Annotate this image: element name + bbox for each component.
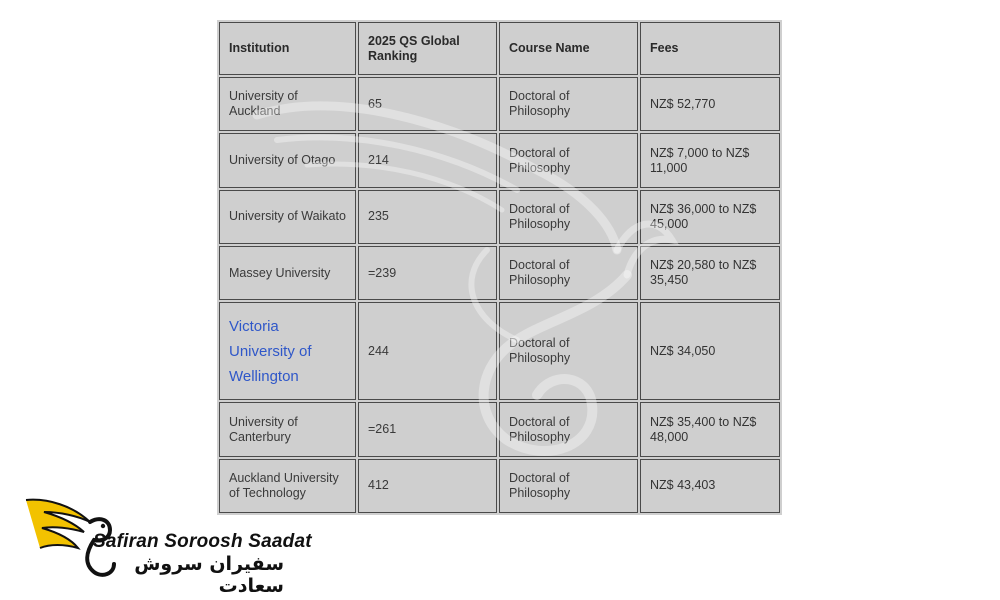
table-row — [219, 402, 780, 456]
table-row — [219, 133, 780, 187]
table-row — [219, 246, 780, 300]
cell-fees: NZ$ 35,400 to NZ$ 48,000 — [640, 402, 780, 456]
header-institution: Institution — [219, 22, 356, 75]
table-row — [219, 302, 780, 400]
cell-institution: University of Waikato — [219, 190, 356, 244]
cell-institution: University of Auckland — [219, 77, 356, 131]
cell-course: Doctoral of Philosophy — [499, 402, 638, 456]
cell-ranking: =239 — [358, 246, 497, 300]
cell-institution: Auckland University of Technology — [219, 459, 356, 513]
cell-course: Doctoral of Philosophy — [499, 133, 638, 187]
logo-name-persian: سفیران سروش سعادت — [134, 553, 284, 597]
header-ranking: 2025 QS Global Ranking — [358, 22, 497, 75]
institution-link[interactable]: Victoria University of Wellington — [229, 317, 312, 385]
cell-fees: NZ$ 43,403 — [640, 459, 780, 513]
cell-fees: NZ$ 7,000 to NZ$ 11,000 — [640, 133, 780, 187]
cell-ranking: 412 — [358, 459, 497, 513]
fees-table — [217, 20, 782, 515]
cell-institution — [219, 302, 356, 400]
cell-course: Doctoral of Philosophy — [499, 302, 638, 400]
cell-fees: NZ$ 20,580 to NZ$ 35,450 — [640, 246, 780, 300]
cell-ranking: =261 — [358, 402, 497, 456]
cell-course: Doctoral of Philosophy — [499, 459, 638, 513]
cell-fees: NZ$ 36,000 to NZ$ 45,000 — [640, 190, 780, 244]
cell-fees: NZ$ 34,050 — [640, 302, 780, 400]
cell-ranking: 244 — [358, 302, 497, 400]
cell-course: Doctoral of Philosophy — [499, 190, 638, 244]
table-header-row — [219, 22, 780, 75]
table-row — [219, 77, 780, 131]
cell-institution: University of Canterbury — [219, 402, 356, 456]
cell-fees: NZ$ 52,770 — [640, 77, 780, 131]
header-fees: Fees — [640, 22, 780, 75]
cell-course: Doctoral of Philosophy — [499, 246, 638, 300]
logo-name-english: Safiran Soroosh Saadat — [93, 531, 312, 552]
cell-course: Doctoral of Philosophy — [499, 77, 638, 131]
fees-table-container — [217, 20, 782, 515]
header-course-name: Course Name — [499, 22, 638, 75]
cell-ranking: 235 — [358, 190, 497, 244]
cell-ranking: 65 — [358, 77, 497, 131]
table-row — [219, 459, 780, 513]
cell-institution: Massey University — [219, 246, 356, 300]
cell-institution: University of Otago — [219, 133, 356, 187]
cell-ranking: 214 — [358, 133, 497, 187]
table-row — [219, 190, 780, 244]
